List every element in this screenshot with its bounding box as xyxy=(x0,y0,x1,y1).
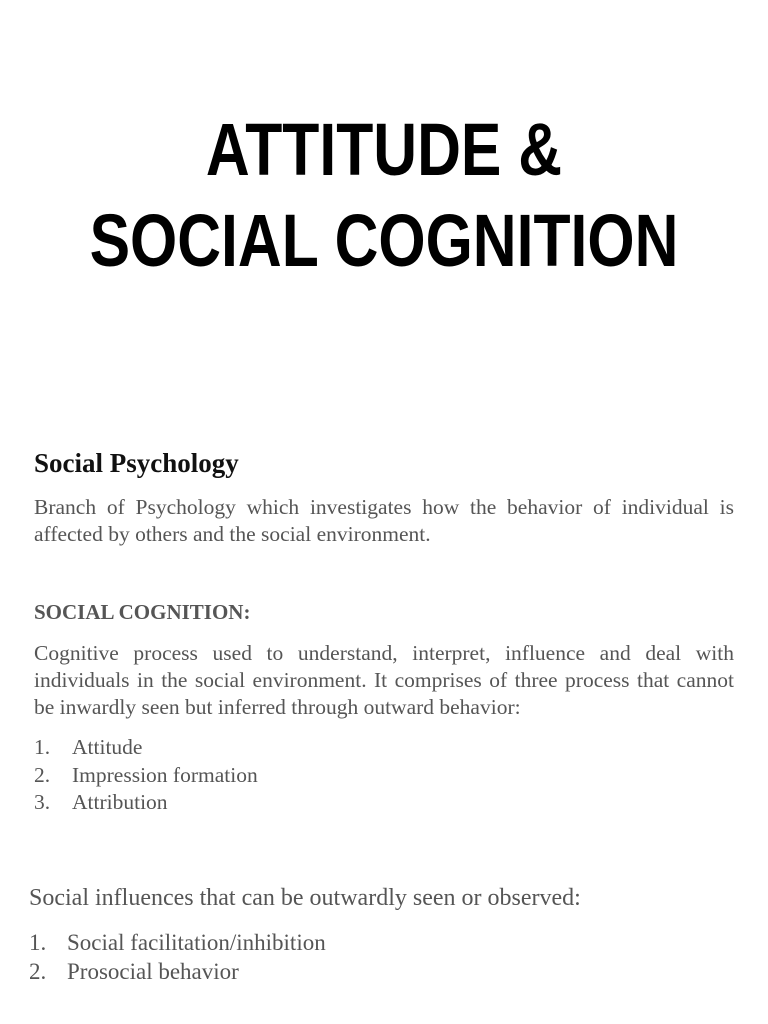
social-cognition-definition: Cognitive process used to understand, interpret, influence and deal with individuals in the social environment. It comprises of three process that cannot be inwardly seen but inferred through outward behavior: xyxy=(34,641,734,719)
list-item xyxy=(34,789,258,817)
list-item-text: Attitude xyxy=(72,735,143,759)
list-item-number: 1. xyxy=(29,930,47,955)
list-item-number: 1. xyxy=(34,735,51,759)
list-item xyxy=(34,762,258,790)
section-heading-social-psychology: Social Psychology xyxy=(34,448,239,478)
list-item-number: 3. xyxy=(34,790,51,814)
section-heading-social-cognition: SOCIAL COGNITION: xyxy=(34,600,251,624)
list-item xyxy=(29,928,326,957)
social-cognition-list xyxy=(34,734,258,817)
list-item xyxy=(29,957,326,986)
list-item-text: Social facilitation/inhibition xyxy=(67,930,326,955)
list-item-text: Attribution xyxy=(72,790,168,814)
list-item xyxy=(34,734,258,762)
list-item-text: Impression formation xyxy=(72,762,258,787)
title-line-2: SOCIAL COGNITION xyxy=(89,199,679,282)
social-influences-list xyxy=(29,928,326,986)
social-influences-intro: Social influences that can be outwardly seen or observed: xyxy=(29,885,581,911)
list-item-number: 2. xyxy=(34,762,51,787)
title-line-1: ATTITUDE & xyxy=(205,108,563,191)
list-item-number: 2. xyxy=(29,959,47,984)
list-item-text: Prosocial behavior xyxy=(67,959,239,984)
social-psychology-definition: Branch of Psychology which investigates how the behavior of individual is affected by others and the social environment. xyxy=(34,495,734,546)
